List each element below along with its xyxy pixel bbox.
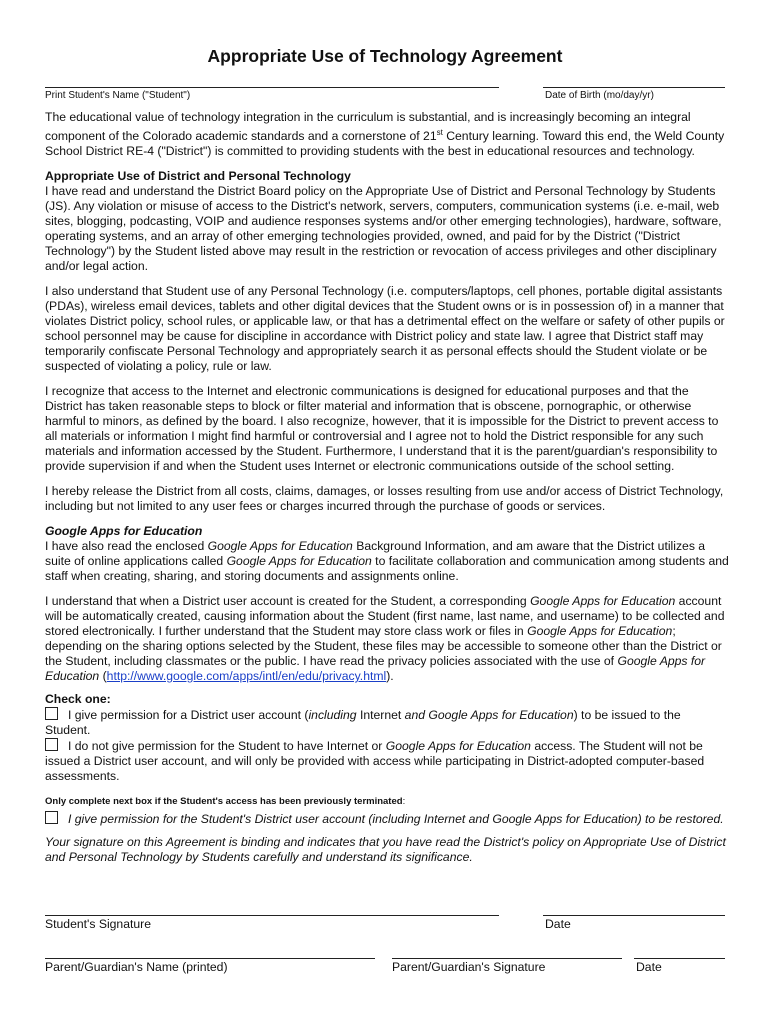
option-restore-permission: I give permission for the Student's District user account (including Internet and Google Apps for Education) to be restored.	[45, 811, 729, 827]
option-give-permission: I give permission for a District user account (including Internet and Google Apps for Education) to be issued to the Student.	[45, 708, 681, 738]
paragraph-gafe-background: I have also read the enclosed Google Apps for Education Background Information, and am aware that the District utilizes a suite of online applications called Google Apps for Education to facilitate collaboration and communication among students and staff when creating, sharing, and storing documents and assignments online.	[45, 539, 729, 584]
page-title: Appropriate Use of Technology Agreement	[207, 46, 563, 66]
paragraph-personal-technology: I also understand that Student use of any Personal Technology (i.e. computers/laptops, cell phones, portable digital assistants (PDAs), wireless email devices, tablets and other digital devices that the Student owns or is in possession of) in a manner that violates District policy, school rules, or applicable law, or that has a detrimental effect on the welfare or safety of other pupils or school personnel may be cause for discipline in accordance with District policy and state law. I agree that District staff may temporarily confiscate Personal Technology and appropriately search it as personal effects should the Student violate or be suspected of violating a policy, rule or law.	[45, 284, 725, 374]
student-name-label: Print Student's Name ("Student")	[45, 90, 191, 101]
parent-date-line[interactable]	[634, 958, 725, 959]
student-signature-line[interactable]	[45, 915, 499, 916]
section-heading-technology: Appropriate Use of District and Personal Technology	[45, 169, 351, 184]
section-heading-google-apps: Google Apps for Education	[45, 524, 203, 539]
paragraph-gafe-account: I understand that when a District user account is created for the Student, a corresponding Google Apps for Education account will be automatically created, causing information about the Student (first name, last name, and username) to be collected and stored electronically. I further understand that the Student may store class work or files in Google Apps for Education; depending on the sharing options selected by the Student, these files may be accessible to someone other than the District or the Student, including classmates or the public. I have read the privacy policies associated with the use of Google Apps for Education (http://www.google.com/apps/intl/en/edu/privacy.html).	[45, 594, 725, 684]
check-one-heading: Check one:	[45, 692, 111, 707]
deny-permission-checkbox[interactable]	[45, 738, 58, 751]
student-name-line[interactable]	[45, 87, 499, 88]
parent-date-label: Date	[636, 960, 662, 974]
paragraph-release: I hereby release the District from all costs, claims, damages, or losses resulting from use and/or access of District Technology, including but not limited to any user fees or charges incurred through the purchase of goods or services.	[45, 484, 724, 514]
paragraph-policy: I have read and understand the District Board policy on the Appropriate Use of District and Personal Technology by Students (JS). Any violation or misuse of access to the District's network, servers, computers, communication systems (i.e. e-mail, web sites, blogging, podcasting, VOIP and audience responses systems and/or other emerging technologies), hardware, software, operating systems, and an array of other emerging technologies provided, owned, and paid for by the District ("District Technology") by the Student listed above may result in the restriction or revocation of access privileges and other disciplinary and/or legal action.	[45, 184, 722, 274]
agreement-body	[45, 110, 729, 875]
option-deny-permission: I do not give permission for the Student to have Internet or Google Apps for Education access. The Student will not be issued a District user account, and will only be provided with access while participating in District-adopted computer-based assessments.	[45, 739, 705, 784]
student-date-line[interactable]	[543, 915, 725, 916]
intro-paragraph: The educational value of technology integration in the curriculum is substantial, and is increasingly becoming an integral component of the Colorado academic standards and a cornerstone of 21st Century learning. Toward this end, the Weld County School District RE-4 ("District") is committed to providing students with the best in educational resources and technology.	[45, 110, 725, 159]
dob-label: Date of Birth (mo/day/yr)	[545, 90, 654, 101]
terminated-note: Only complete next box if the Student's access has been previously terminated:	[45, 796, 406, 808]
dob-line[interactable]	[543, 87, 725, 88]
parent-name-label: Parent/Guardian's Name (printed)	[45, 960, 228, 974]
parent-signature-label: Parent/Guardian's Signature	[392, 960, 546, 974]
privacy-policy-link[interactable]: http://www.google.com/apps/intl/en/edu/privacy.html	[106, 669, 387, 684]
parent-name-line[interactable]	[45, 958, 375, 959]
student-signature-label: Student's Signature	[45, 917, 151, 931]
binding-statement: Your signature on this Agreement is binding and indicates that you have read the District's policy on Appropriate Use of District and Personal Technology by Students carefully and understand its significance.	[45, 835, 726, 865]
parent-signature-line[interactable]	[392, 958, 622, 959]
restore-permission-checkbox[interactable]	[45, 811, 58, 824]
give-permission-checkbox[interactable]	[45, 707, 58, 720]
paragraph-internet: I recognize that access to the Internet and electronic communications is designed for educational purposes and that the District has taken reasonable steps to block or filter material and information that is obscene, pornographic, or otherwise harmful to minors, as defined by the board. I also recognize, however, that it is impossible for the District to prevent access to all materials or information I might find harmful or controversial and I agree not to hold the District responsible for any such materials and information accessed by the Student. Furthermore, I understand that it is the parent/guardian's responsibility to provide supervision if and when the Student uses Internet or electronic communications outside of the school setting.	[45, 384, 719, 474]
student-date-label: Date	[545, 917, 571, 931]
